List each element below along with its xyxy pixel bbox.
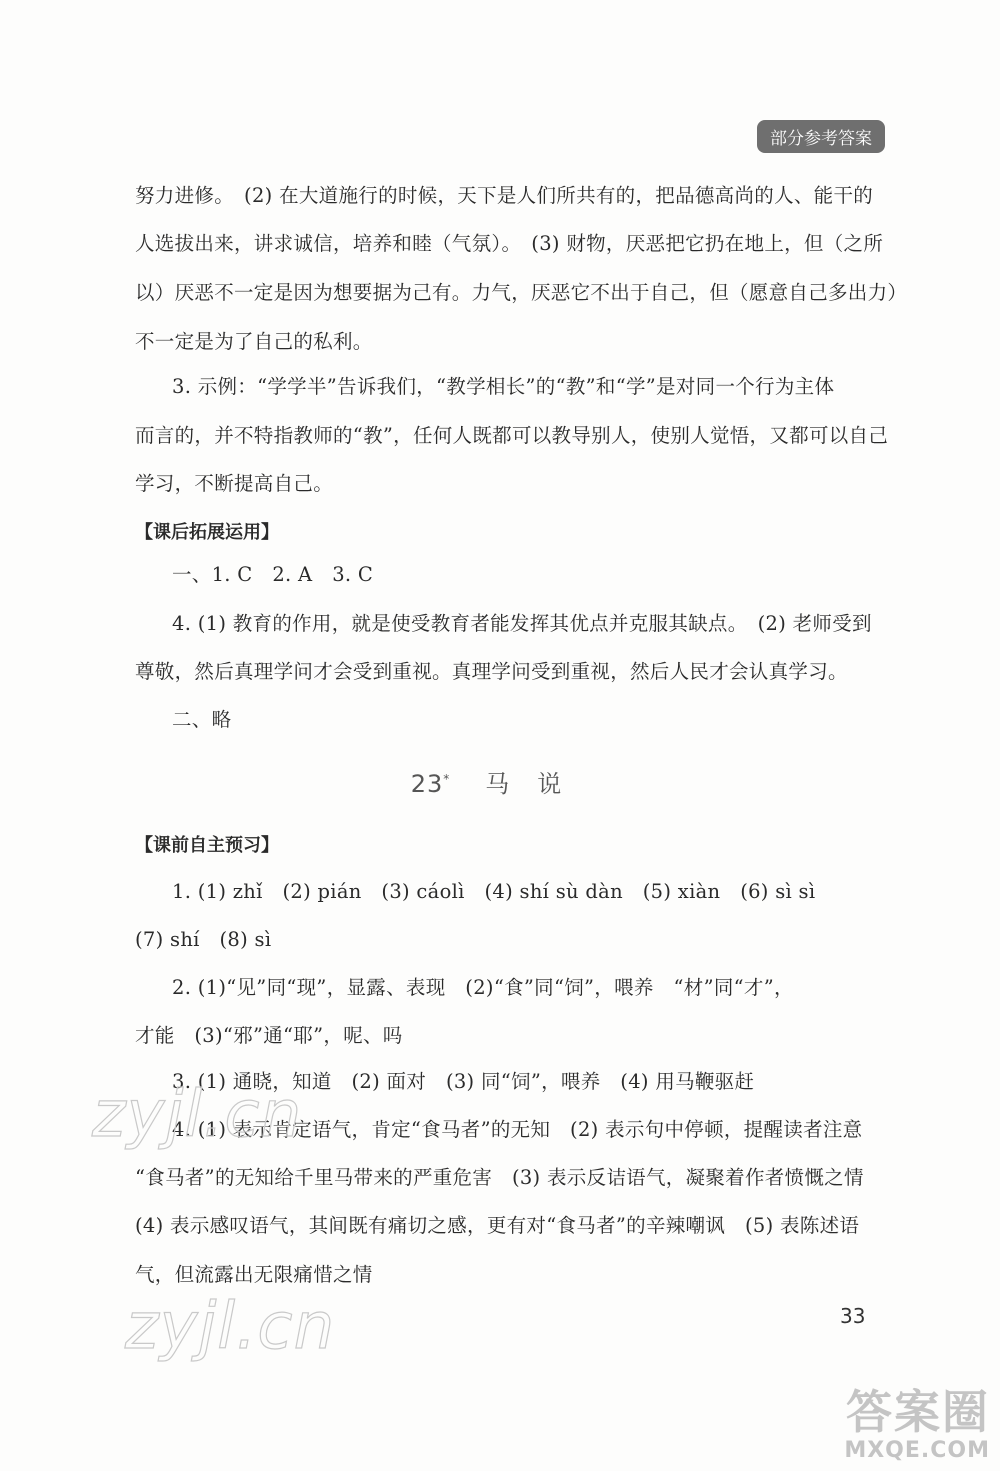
text-line: 不一定是为了自己的私利。 [135,330,373,353]
chapter-mark: * [443,772,450,786]
text-line: 一、1. C 2. A 3. C [172,563,374,586]
text-line: 3. 示例：“学学半”告诉我们，“教学相长”的“教”和“学”是对同一个行为主体 [172,375,835,398]
text-line: 人选拔出来，讲求诚信，培养和睦（气氛）。 (3) 财物，厌恶把它扔在地上，但（之所 [135,232,884,255]
text-line: 1. (1) zhǐ (2) pián (3) cáolì (4) shí sù dàn (5) xiàn (6) sì sì [172,880,816,903]
chapter-title [0,764,1000,799]
text-line: 4. (1) 教育的作用，就是使受教育者能发挥其优点并克服其缺点。 (2) 老师受到 [172,612,872,635]
text-line: “食马者”的无知给千里马带来的严重危害 (3) 表示反诘语气，凝聚着作者愤慨之情 [135,1166,864,1189]
section-heading-before-class: 【课前自主预习】 [135,835,279,856]
text-line: 4. (1) 表示肯定语气，肯定“食马者”的无知 (2) 表示句中停顿，提醒读者注意 [172,1118,863,1141]
text-line: 才能 (3)“邪”通“耶”，呢、吗 [135,1024,403,1047]
chapter-number: 23 [410,770,444,798]
text-line: (7) shí (8) sì [135,928,272,951]
text-line: 二、略 [172,708,232,731]
text-line: 气，但流露出无限痛惜之情 [135,1263,373,1286]
watermark-corner-logo: 答案圈 [846,1385,990,1439]
watermark-corner [844,1376,990,1463]
text-line: 尊敬，然后真理学问才会受到重视。真理学问受到重视，然后人民才会认真学习。 [135,660,848,683]
text-line: 3. (1) 通晓，知道 (2) 面对 (3) 同“饲”，喂养 (4) 用马鞭驱赶 [172,1070,755,1093]
chapter-name: 马说 [485,770,590,798]
text-line: 以）厌恶不一定是因为想要据为己有。力气，厌恶它不出于自己，但（愿意自己多出力） [135,281,908,304]
watermark-lower: zyjl.cn [125,1290,336,1364]
text-line: 2. (1)“见”同“现”，显露、表现 (2)“食”同“饲”，喂养 “材”同“才”， [172,976,794,999]
watermark-middle: zyjl.cn [92,1078,303,1152]
text-line: 学习，不断提高自己。 [135,472,334,495]
page-number: 33 [840,1304,866,1328]
section-heading-after-class: 【课后拓展运用】 [135,522,279,543]
text-line: (4) 表示感叹语气，其间既有痛切之感，更有对“食马者”的辛辣嘲讽 (5) 表陈述语 [135,1214,860,1237]
text-line: 而言的，并不特指教师的“教”，任何人既都可以教导别人，使别人觉悟，又都可以自己 [135,424,889,447]
text-line: 努力进修。 (2) 在大道施行的时候，天下是人们所共有的，把品德高尚的人、能干的 [135,184,874,207]
section-badge: 部分参考答案 [757,120,885,153]
watermark-corner-domain: MXQE.COM [844,1438,990,1463]
